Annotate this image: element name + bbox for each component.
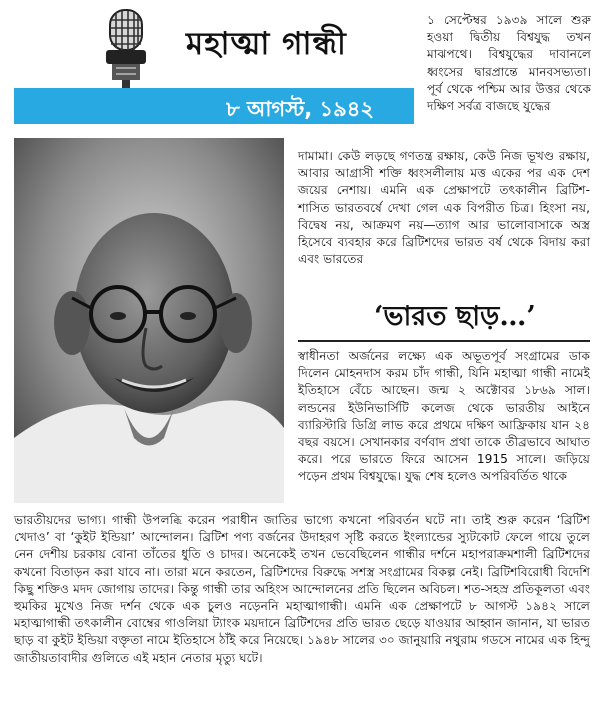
divider (298, 340, 590, 342)
paragraph-4: ভারতীয়দের ভাগ্য। গান্ধী উপলব্ধি করেন পরাধীন জাতির ভাগ্যে কখনো পরিবর্তন ঘটে না। তাই শুরু করেন ‘ব্রিটিশ খেদাও’ বা ‘কুইট ইন্ডিয়া’ আন্দোলন। ব্রিটিশ পণ্য বর্জনের উদাহরণ সৃষ্টি করতে ইংল্যান্ডের স্যুটকোট ফেলে গায়ে তুলে নেন দেশীয় চরকায় বোনা তাঁতের ধুতি ও চাদর। অনেকেই তখন ভেবেছিলেন গান্ধীর দর্শনে মহাপরাক্রমশালী ব্রিটিশদের কখনো বিতাড়ন করা যাবে না। তারা মনে করতেন, ব্রিটিশদের বিরুদ্ধে সশস্ত্র সংগ্রামের বিকল্প নেই। ব্রিটিশবিরোধী বিদেশি কিছু শক্তিও মদদ জোগায় তাদের। কিন্তু গান্ধী তার অহিংস আন্দোলনের প্রতি ছিলেন অবিচল। শত-সহস্র প্রতিকূলতা এবং হুমকির মুখেও নিজ দর্শন থেকে এক চুলও নড়েননি মহাত্মাগান্ধী। এমনি এক প্রেক্ষাপটে ৮ আগস্ট ১৯৪২ সালে মহাত্মাগান্ধী তৎকালীন বোম্বের গাওলিয়া ট্যাংক ময়দানে ব্রিটিশদের প্রতি ভারত ছেড়ে যাওয়ার আহ্বান জানান, যা ভারত ছাড় বা কুইট ইন্ডিয়া বক্তৃতা নামে ইতিহাসে ঠাঁই করে নিয়েছে। ১৯৪৮ সালের ৩০ জানুয়ারি নথুরাম গডসে নামের এক হিন্দু জাতীয়তাবাদীর গুলিতে এই মহান নেতার মৃত্যু ঘটে। (14, 513, 590, 665)
portrait-photo (14, 138, 284, 503)
date-label: ৮ আগস্ট, ১৯৪২ (226, 97, 375, 121)
paragraph-2: দামামা। কেউ লড়ছে গণতন্ত্র রক্ষায়, কেউ নিজ ভূখণ্ড রক্ষায়, আবার আগ্রাসী শক্তি ধ্বংসলীলায় মত্ত একের পর এক দেশ জয়ের নেশায়। এমনি এক প্রেক্ষাপটে তৎকালীন ব্রিটিশ-শাসিত ভারতবর্ষে দেখা গেল এক বিপরীত চিত্র। হিংসা নয়, বিদ্বেষ নয়, আক্রমণ নয়—ত্যাগ আর ভালোবাসাকে অস্ত্র হিসেবে ব্যবহার করে ব্রিটিশদের ভারত বর্ষ থেকে বিদায় করা এবং ভারতের (298, 149, 590, 267)
paragraph-3: স্বাধীনতা অর্জনের লক্ষ্যে এক অভূতপূর্ব সংগ্রামের ডাক দিলেন মোহনদাস করম চাঁদ গান্ধী, যিনি মহাত্মা গান্ধী নামেই ইতিহাসে বেঁচে আছেন। জন্ম ২ অক্টোবর ১৮৬৯ সাল। লন্ডনের ইউনিভার্সিটি কলেজ থেকে ভারতীয় আইনে ব্যারিস্টারি ডিগ্রি লাভ করে প্রথমে দক্ষিণ আফ্রিকায় যান ২৪ বছর বয়সে। সেখানকার বর্ণবাদ প্রথা তাকে তীব্রভাবে আঘাত করে। পরে ভারতে ফিরে আসেন 1915 সালে। জড়িয়ে পড়েন প্রথম বিশ্বযুদ্ধে। যুদ্ধ শেষ হলেও অপরিবর্তিত থাকে (298, 349, 590, 484)
page-title: মহাত্মা গান্ধী (186, 26, 347, 62)
subheading: ‘ভারত ছাড়…’ (374, 301, 536, 332)
paragraph-intro: ১ সেপ্টেম্বর ১৯৩৯ সালে শুরু হওয়া দ্বিতীয় বিশ্বযুদ্ধ তখন মাঝপথে। বিশ্বযুদ্ধের দাবানলে ধ্বংসের দ্বারপ্রান্তে মানবসভ্যতা। পূর্ব থেকে পশ্চিম আর উত্তর থেকে দক্ষিণ সর্বত্র বাজছে যুদ্ধের (427, 13, 591, 114)
date-band (14, 88, 414, 124)
